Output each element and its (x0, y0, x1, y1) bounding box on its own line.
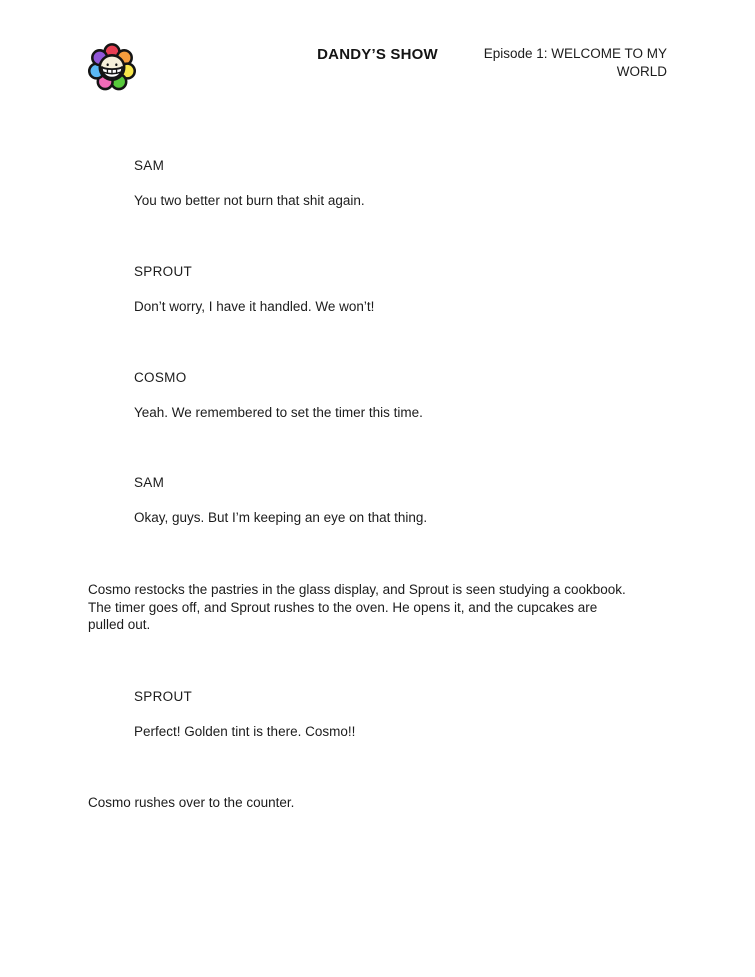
character-name: SAM (134, 475, 165, 490)
dialogue-block-sprout-2 (134, 688, 355, 740)
dialogue-block-sam-1 (134, 157, 365, 209)
dialogue-line: Yeah. We remembered to set the timer this time. (134, 405, 423, 420)
dialogue-line: Okay, guys. But I’m keeping an eye on that thing. (134, 510, 428, 525)
episode-title: Episode 1: WELCOME TO MY WORLD (483, 46, 667, 79)
dialogue-block-sprout-1 (134, 263, 374, 315)
show-title: DANDY’S SHOW (317, 46, 438, 63)
action-line: The timer goes off, and Sprout rushes to the oven. He opens it, and the cupcakes are (88, 599, 598, 615)
character-name: SPROUT (134, 264, 193, 279)
dialogue-block-sam-2 (134, 474, 427, 526)
character-name: SPROUT (134, 689, 193, 704)
action-paragraph-1 (88, 581, 626, 634)
dialogue-line: Perfect! Golden tint is there. Cosmo!! (134, 724, 356, 739)
character-name: SAM (134, 158, 165, 173)
dialogue-block-cosmo-1 (134, 369, 423, 421)
action-line: Cosmo rushes over to the counter. (88, 795, 295, 810)
character-name: COSMO (134, 370, 187, 385)
dialogue-line: Don’t worry, I have it handled. We won’t! (134, 299, 375, 314)
action-line: pulled out. (88, 617, 151, 632)
action-line: Cosmo restocks the pastries in the glass display, and Sprout is seen studying a cookbook. (88, 582, 626, 597)
dialogue-line: You two better not burn that shit again. (134, 193, 365, 208)
action-paragraph-2 (88, 794, 294, 812)
